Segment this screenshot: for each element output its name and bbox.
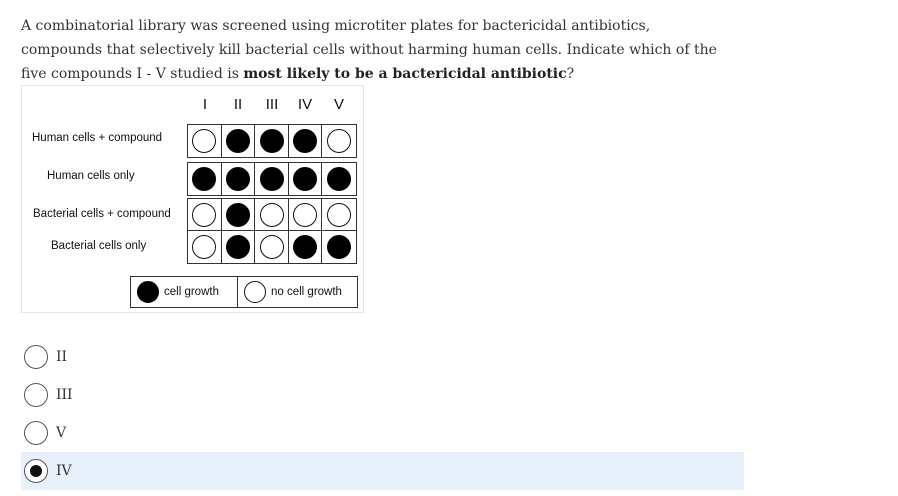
row-label-bacterial-only: Bacterial cells only: [51, 240, 147, 252]
filled-circle-icon: [226, 129, 250, 153]
grid-cell: [222, 231, 256, 263]
column-header-5: V: [333, 96, 344, 113]
legend-growth: [131, 277, 238, 307]
grid-cell: [255, 231, 289, 263]
option-ii[interactable]: [21, 338, 744, 376]
empty-circle-icon: [327, 129, 351, 153]
answer-options: [21, 338, 744, 490]
grid-cell: [322, 199, 356, 231]
empty-circle-icon: [192, 129, 216, 153]
grid-cell: [255, 125, 289, 157]
filled-circle-icon: [327, 235, 351, 259]
grid-cell: [289, 125, 323, 157]
question-text: [21, 14, 721, 86]
grid-row-bacterial-compound: [187, 198, 357, 232]
filled-circle-icon: [293, 235, 317, 259]
column-header-2: II: [233, 96, 243, 113]
option-label: V: [56, 425, 67, 441]
row-label-human-compound: Human cells + compound: [32, 132, 163, 144]
option-label: IV: [56, 463, 72, 479]
grid-cell: [322, 163, 356, 195]
legend: [130, 276, 358, 308]
filled-circle-icon: [226, 203, 250, 227]
grid-cell: [188, 199, 222, 231]
filled-circle-icon: [192, 167, 216, 191]
question-text-before: A combinatorial library was screened using microtiter plates for bactericidal antibiotics, compounds that selectively kill bacterial cells without harming human cells. Indicate which of the five compounds I - V studied is: [21, 18, 717, 82]
filled-circle-icon: [260, 129, 284, 153]
grid-cell: [322, 125, 356, 157]
grid-cell: [289, 231, 323, 263]
grid-cell: [222, 125, 256, 157]
grid-cell: [222, 199, 256, 231]
grid-cell: [322, 231, 356, 263]
growth-figure: [21, 85, 364, 313]
legend-growth-label: cell growth: [164, 286, 219, 298]
empty-circle-icon: [244, 281, 266, 303]
column-header-4: IV: [297, 96, 313, 113]
filled-circle-icon: [293, 129, 317, 153]
column-header-3: III: [265, 96, 279, 113]
empty-circle-icon: [260, 235, 284, 259]
grid-row-human-only: [187, 162, 357, 196]
radio-selected-dot-icon: [30, 465, 42, 477]
radio-button-icon[interactable]: [24, 345, 48, 369]
legend-no-growth: [238, 277, 342, 307]
empty-circle-icon: [260, 203, 284, 227]
radio-button-icon[interactable]: [24, 383, 48, 407]
row-label-human-only: Human cells only: [47, 170, 135, 182]
grid-cell: [222, 163, 256, 195]
option-iv[interactable]: [21, 452, 744, 490]
option-v[interactable]: [21, 414, 744, 452]
grid-cell: [188, 231, 222, 263]
empty-circle-icon: [192, 235, 216, 259]
grid-cell: [188, 125, 222, 157]
filled-circle-icon: [137, 281, 159, 303]
filled-circle-icon: [226, 235, 250, 259]
radio-button-icon[interactable]: [24, 421, 48, 445]
filled-circle-icon: [327, 167, 351, 191]
filled-circle-icon: [226, 167, 250, 191]
legend-no-growth-label: no cell growth: [271, 286, 342, 298]
question-text-bold: most likely to be a bactericidal antibiotic: [243, 66, 567, 82]
grid-cell: [255, 199, 289, 231]
option-label: II: [56, 349, 68, 365]
grid-cell: [289, 199, 323, 231]
empty-circle-icon: [293, 203, 317, 227]
empty-circle-icon: [327, 203, 351, 227]
grid-row-bacterial-only: [187, 230, 357, 264]
grid-cell: [289, 163, 323, 195]
row-label-bacterial-compound: Bacterial cells + compound: [33, 208, 171, 220]
grid-cell: [188, 163, 222, 195]
filled-circle-icon: [260, 167, 284, 191]
question-text-after: ?: [566, 66, 575, 82]
filled-circle-icon: [293, 167, 317, 191]
grid-cell: [255, 163, 289, 195]
grid-row-human-compound: [187, 124, 357, 158]
option-label: III: [56, 387, 73, 403]
option-iii[interactable]: [21, 376, 744, 414]
column-header-1: I: [202, 96, 208, 113]
radio-button-icon[interactable]: [24, 459, 48, 483]
empty-circle-icon: [192, 203, 216, 227]
